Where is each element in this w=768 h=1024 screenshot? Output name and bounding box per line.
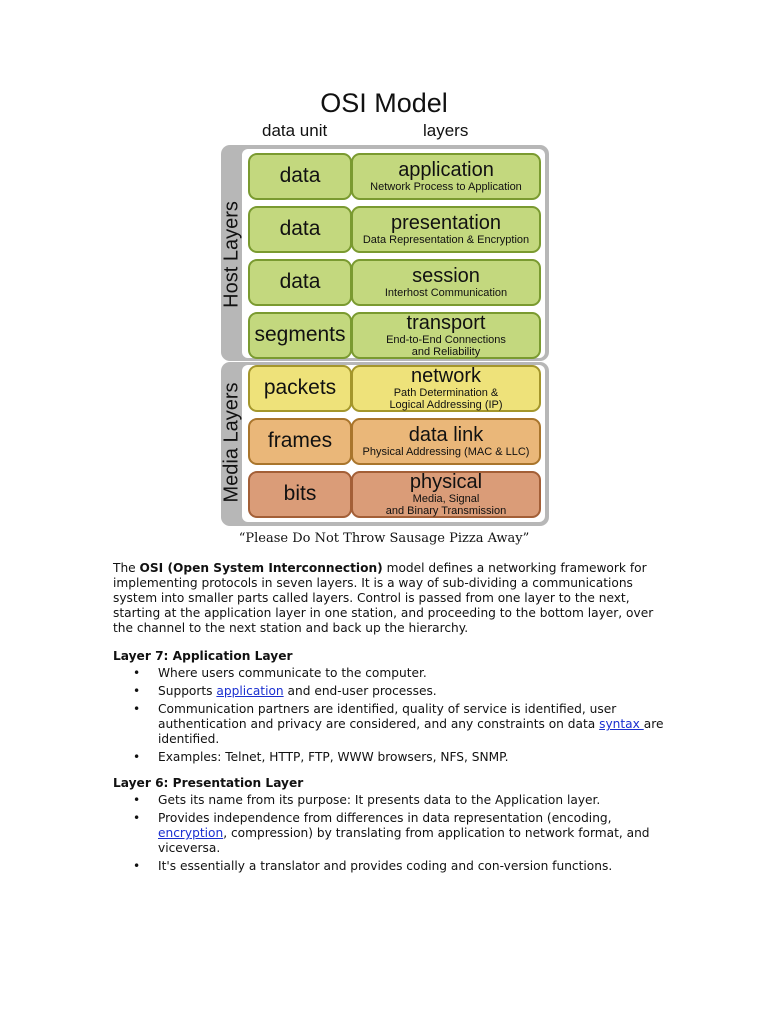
layer-description-line1: Path Determination & <box>393 386 499 399</box>
bullet-text: , compression) by translating from application to network format, and viceversa. <box>158 826 650 855</box>
bullet-text: Gets its name from its purpose: It presents data to the Application layer. <box>158 793 601 807</box>
mnemonic-caption: “Please Do Not Throw Sausage Pizza Away” <box>238 531 530 546</box>
layer-name: session <box>412 264 480 287</box>
list-item <box>113 811 673 856</box>
layer7-bullet-list <box>113 666 673 768</box>
intro-pre: The <box>113 561 140 575</box>
layer-description-line2: Logical Addressing (IP) <box>389 398 503 411</box>
layer-description-line2: and Binary Transmission <box>385 504 507 517</box>
layer-description: Interhost Communication <box>384 286 508 299</box>
layer-physical <box>351 471 541 518</box>
data-unit-application: data <box>248 153 352 200</box>
bullet-text: Where users communicate to the computer. <box>158 666 427 680</box>
intro-paragraph <box>113 561 673 636</box>
layer-description: Data Representation & Encryption <box>362 233 530 246</box>
layer-presentation <box>351 206 541 253</box>
data-unit-session: data <box>248 259 352 306</box>
layer-description: Physical Addressing (MAC & LLC) <box>362 445 530 458</box>
layer-name: data link <box>408 423 484 446</box>
layer-session <box>351 259 541 306</box>
bullet-text: and end-user processes. <box>283 684 437 698</box>
list-item <box>113 684 673 699</box>
bullet-text: It's essentially a translator and provides coding and con-version functions. <box>158 859 613 873</box>
data-unit-data-link: frames <box>248 418 352 465</box>
layer-description-line1: End-to-End Connections <box>386 333 506 346</box>
bullet-text: Communication partners are identified, quality of service is identified, user authentication and privacy are considered, and any constraints on data <box>158 702 617 731</box>
layer-transport <box>351 312 541 359</box>
list-item <box>113 750 673 765</box>
layer-application <box>351 153 541 200</box>
layer6-heading: Layer 6: Presentation Layer <box>113 776 304 790</box>
layer-description-line2: and Reliability <box>411 345 481 358</box>
host-layers-label: Host Layers <box>220 201 243 308</box>
list-item <box>113 859 673 874</box>
data-unit-presentation: data <box>248 206 352 253</box>
data-unit-transport: segments <box>248 312 352 359</box>
layer-name: presentation <box>390 211 502 234</box>
layer-description-line1: Media, Signal <box>412 492 480 505</box>
layer-name: transport <box>406 311 486 334</box>
column-header-layers: layers <box>423 121 469 140</box>
list-item <box>113 666 673 681</box>
layer-network <box>351 365 541 412</box>
intro-bold-term: OSI (Open System Interconnection) <box>139 561 383 575</box>
layer-name: network <box>410 364 482 387</box>
list-item <box>113 702 673 747</box>
bullet-text: Supports <box>158 684 217 698</box>
list-item <box>113 793 673 808</box>
syntax-link[interactable]: syntax <box>599 717 644 731</box>
layer6-bullet-list <box>113 793 673 877</box>
layer-data-link <box>351 418 541 465</box>
diagram-title: OSI Model <box>320 88 448 118</box>
bullet-text: Provides independence from differences in data representation (encoding, <box>158 811 612 825</box>
bullet-text: Examples: Telnet, HTTP, FTP, WWW browsers, NFS, SNMP. <box>158 750 509 764</box>
layer7-heading: Layer 7: Application Layer <box>113 649 293 663</box>
layer-name: physical <box>409 470 483 493</box>
bullet-text: are identified. <box>158 717 664 746</box>
layer-description: Network Process to Application <box>370 180 522 193</box>
data-unit-network: packets <box>248 365 352 412</box>
column-header-data-unit: data unit <box>262 121 328 140</box>
intro-body: model defines a networking framework for implementing protocols in seven layers. It is a way of sub-dividing a communications system into smaller parts called layers. Control is passed from one layer to the next, starting at the application layer in one station, and proceeding to the bottom layer, over the channel to the next station and back up the hierarchy. <box>113 561 654 635</box>
application-link[interactable]: application <box>216 684 284 698</box>
encryption-link[interactable]: encryption <box>158 826 224 840</box>
layer-name: application <box>398 158 494 181</box>
data-unit-physical: bits <box>248 471 352 518</box>
media-layers-label: Media Layers <box>220 382 243 503</box>
